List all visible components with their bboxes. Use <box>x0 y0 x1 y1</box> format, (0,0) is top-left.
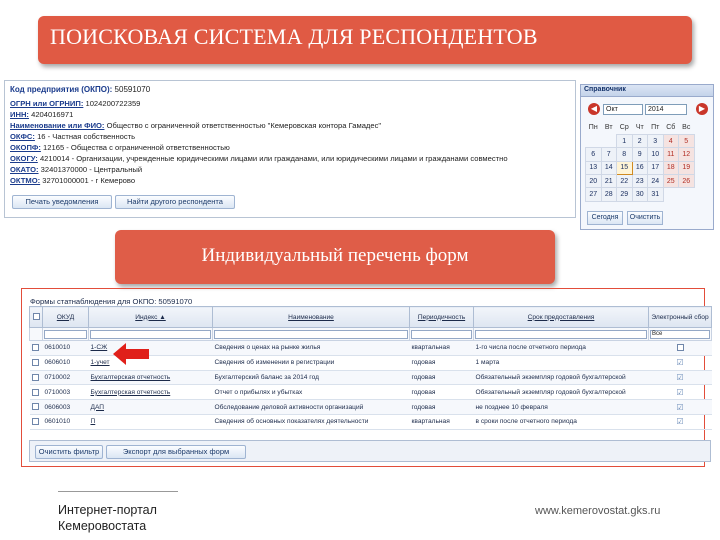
forms-grid-title: Формы статнаблюдения для ОКПО: 50591070 <box>30 297 193 306</box>
period-cell: квартальная <box>410 414 474 429</box>
row-checkbox[interactable] <box>32 344 39 351</box>
row-checkbox-cell[interactable] <box>30 414 43 429</box>
index-cell[interactable]: ДАП <box>89 400 213 415</box>
calendar-day[interactable]: 3 <box>648 134 664 147</box>
calendar-day[interactable]: 12 <box>679 148 695 161</box>
index-cell[interactable]: Бухгалтерская отчетность <box>89 385 213 400</box>
next-month-icon[interactable]: ▶ <box>696 103 708 115</box>
filter-okud-input[interactable] <box>44 330 87 339</box>
index-cell[interactable]: 1-учет <box>89 355 213 370</box>
weekday-header: Вс <box>682 123 691 131</box>
period-cell: годовая <box>410 370 474 385</box>
calendar-day[interactable]: 26 <box>679 175 695 188</box>
table-row[interactable] <box>30 400 712 415</box>
electronic-unchecked-box <box>677 344 684 351</box>
filter-empty <box>30 328 43 341</box>
oktmo-value: 32701000001 - г Кемерово <box>42 176 136 185</box>
okopf-field <box>10 143 230 152</box>
filter-index-cell <box>89 328 213 341</box>
calendar-day[interactable]: 19 <box>679 161 695 174</box>
clear-filter-button[interactable]: Очистить фильтр <box>35 445 103 459</box>
subtitle-banner <box>115 230 555 284</box>
form-name-cell: Сведения об изменении в регистрации <box>213 355 410 370</box>
electronic-cell <box>649 385 712 400</box>
okud-cell: 0601010 <box>43 414 89 429</box>
weekday-header: Пн <box>588 124 598 132</box>
electronic-cell <box>649 355 712 370</box>
oktmo-label: ОКТМО: <box>10 176 41 185</box>
filter-electronic-cell <box>649 328 712 341</box>
row-checkbox[interactable] <box>32 359 39 366</box>
filter-deadline-cell <box>474 328 649 341</box>
title-banner <box>38 16 692 64</box>
calendar-empty-cell <box>663 188 679 201</box>
calendar-day[interactable]: 29 <box>617 188 633 201</box>
calendar-day[interactable]: 20 <box>586 175 602 188</box>
form-name-cell: Обследование деловой активности организаций <box>213 400 410 415</box>
electronic-cell <box>649 400 712 415</box>
calendar-day[interactable]: 9 <box>632 148 648 161</box>
electronic-cell <box>649 370 712 385</box>
period-cell: годовая <box>410 355 474 370</box>
deadline-cell: в сроки после отчетного периода <box>474 414 649 429</box>
inn-field <box>10 110 73 119</box>
select-all-checkbox[interactable] <box>33 313 40 320</box>
row-checkbox[interactable] <box>32 403 39 410</box>
calendar-day[interactable]: 5 <box>679 134 695 147</box>
filter-electronic-select[interactable]: Все <box>650 330 710 339</box>
row-checkbox-cell[interactable] <box>30 400 43 415</box>
calendar-day[interactable]: 7 <box>601 148 617 161</box>
year-select[interactable]: 2014 <box>645 104 687 115</box>
calendar-day[interactable]: 21 <box>601 175 617 188</box>
inn-value: 4204016971 <box>31 110 74 119</box>
forms-grid <box>29 306 712 430</box>
okfs-field <box>10 132 135 141</box>
okpo-field <box>10 85 150 94</box>
row-checkbox-cell[interactable] <box>30 370 43 385</box>
row-checkbox-cell[interactable] <box>30 355 43 370</box>
okogu-label: ОКОГУ: <box>10 154 38 163</box>
okato-value: 32401370000 - Центральный <box>40 165 143 174</box>
col-okud[interactable]: ОКУД <box>43 307 89 328</box>
calendar-day[interactable]: 16 <box>632 161 648 174</box>
col-period[interactable]: Периодичность <box>410 307 474 328</box>
calendar-day[interactable]: 13 <box>586 161 602 174</box>
check-icon: ☑ <box>676 372 684 382</box>
filter-name-cell <box>213 328 410 341</box>
period-cell: годовая <box>410 385 474 400</box>
okud-cell: 0710003 <box>43 385 89 400</box>
col-name[interactable]: Наименование <box>213 307 410 328</box>
okogu-field <box>10 154 508 163</box>
check-icon: ☑ <box>676 417 684 427</box>
deadline-cell: не позднее 10 февраля <box>474 400 649 415</box>
filter-deadline-input[interactable] <box>475 330 647 339</box>
calendar-day[interactable]: 8 <box>617 148 633 161</box>
weekday-header: Сб <box>666 123 676 131</box>
okud-cell: 0606010 <box>43 355 89 370</box>
col-index[interactable]: Индекс ▲ <box>89 307 213 328</box>
calendar-day[interactable]: 18 <box>663 161 679 174</box>
row-checkbox[interactable] <box>32 418 39 425</box>
calendar-empty-cell <box>679 188 695 201</box>
find-respondent-button[interactable]: Найти другого респондента <box>115 195 235 209</box>
export-selected-button[interactable]: Экспорт для выбранных форм <box>106 445 246 459</box>
okogu-value: 4210014 - Организации, учрежденные юридическими лицами или гражданами, или юридическими лицами и гражданами совместно <box>39 154 508 163</box>
index-cell[interactable]: 1-СЖ <box>89 341 213 356</box>
table-row[interactable] <box>30 385 712 400</box>
row-checkbox[interactable] <box>32 389 39 396</box>
form-name-cell: Отчет о прибылях и убытках <box>213 385 410 400</box>
name-value: Общество с ограниченной ответственностью "Кемеровская контора Гамадес" <box>106 121 382 130</box>
weekday-header: Ср <box>619 123 629 131</box>
okfs-label: ОКФС: <box>10 132 35 141</box>
deadline-cell: Обязательный экземпляр годовой бухгалтерской <box>474 370 649 385</box>
calendar-day[interactable]: 24 <box>648 175 664 188</box>
calendar-day[interactable]: 25 <box>663 175 679 188</box>
calendar-day[interactable]: 17 <box>648 161 664 174</box>
inn-label: ИНН: <box>10 110 29 119</box>
period-cell: годовая <box>410 400 474 415</box>
check-icon: ☑ <box>676 358 684 368</box>
calendar-today-button[interactable]: Сегодня <box>587 211 623 225</box>
ogrn-field <box>10 99 140 108</box>
section-subtitle: Индивидуальный перечень форм <box>201 245 469 266</box>
col-electronic[interactable]: Электронный сбор <box>649 307 712 328</box>
calendar-empty-cell <box>601 134 617 147</box>
okopf-label: ОКОПФ: <box>10 143 41 152</box>
print-notice-button[interactable]: Печать уведомления <box>12 195 112 209</box>
footer-divider <box>58 491 178 492</box>
forms-grid-toolbar <box>29 440 711 462</box>
electronic-cell <box>649 414 712 429</box>
calendar-day[interactable]: 30 <box>632 188 648 201</box>
footer-portal-name <box>58 502 157 534</box>
okud-cell: 0710002 <box>43 370 89 385</box>
okpo-value: 50591070 <box>114 85 151 94</box>
pointer-arrow-icon <box>113 343 149 365</box>
oktmo-field <box>10 176 135 185</box>
period-cell: квартальная <box>410 341 474 356</box>
index-cell[interactable]: Бухгалтерская отчетность <box>89 370 213 385</box>
calendar-day[interactable]: 14 <box>601 161 617 174</box>
row-checkbox[interactable] <box>32 374 39 381</box>
okopf-value: 12165 - Общества с ограниченной ответственностью <box>43 143 230 152</box>
form-name-cell: Сведения о ценах на рынке жилья <box>213 341 410 356</box>
deadline-cell: 1 марта <box>474 355 649 370</box>
calendar-day[interactable]: 1 <box>617 134 633 147</box>
enterprise-info-screenshot <box>4 80 576 218</box>
okud-cell: 0610010 <box>43 341 89 356</box>
filter-period-cell <box>410 328 474 341</box>
row-checkbox-cell[interactable] <box>30 385 43 400</box>
table-row[interactable] <box>30 414 712 429</box>
form-name-cell: Бухгалтерский баланс за 2014 год <box>213 370 410 385</box>
index-cell[interactable]: П <box>89 414 213 429</box>
filter-index-input[interactable] <box>90 330 211 339</box>
electronic-cell <box>649 341 712 356</box>
deadline-cell: 1-го числа после отчетного периода <box>474 341 649 356</box>
calendar-day[interactable]: 10 <box>648 148 664 161</box>
calendar-day[interactable]: 6 <box>586 148 602 161</box>
calendar-day[interactable]: 15 <box>617 161 633 174</box>
select-all-header[interactable] <box>30 307 43 328</box>
calendar-popup <box>580 84 714 230</box>
filter-name-input[interactable] <box>214 330 408 339</box>
form-name-cell: Сведения об основных показателях деятельности <box>213 414 410 429</box>
check-icon: ☑ <box>676 402 684 412</box>
calendar-day[interactable]: 22 <box>617 175 633 188</box>
prev-month-icon[interactable]: ◀ <box>588 103 600 115</box>
weekday-header: Чт <box>635 123 644 131</box>
calendar-clear-button[interactable]: Очистить <box>627 211 663 225</box>
footer-line-1: Интернет-портал <box>58 503 157 517</box>
footer-website[interactable]: www.kemerovostat.gks.ru <box>535 505 661 517</box>
check-icon: ☑ <box>676 387 684 397</box>
calendar-grid <box>585 121 695 202</box>
filter-period-input[interactable] <box>411 330 472 339</box>
calendar-title: Справочник <box>581 85 713 97</box>
calendar-day[interactable]: 23 <box>632 175 648 188</box>
month-select[interactable]: Окт <box>603 104 643 115</box>
okpo-label: Код предприятия (ОКПО): <box>10 85 113 94</box>
okfs-value: 16 - Частная собственность <box>37 132 136 141</box>
table-row[interactable] <box>30 370 712 385</box>
calendar-day[interactable]: 4 <box>663 134 679 147</box>
name-label: Наименование или ФИО: <box>10 121 105 130</box>
calendar-day[interactable]: 27 <box>586 188 602 201</box>
calendar-day[interactable]: 11 <box>663 148 679 161</box>
name-field <box>10 121 381 130</box>
ogrn-value: 1024200722359 <box>85 99 141 108</box>
calendar-day[interactable]: 31 <box>648 188 664 201</box>
col-deadline[interactable]: Срок предоставления <box>474 307 649 328</box>
okato-label: ОКАТО: <box>10 165 39 174</box>
weekday-header: Пт <box>651 123 660 131</box>
okato-field <box>10 165 142 174</box>
okud-cell: 0606003 <box>43 400 89 415</box>
calendar-day[interactable]: 28 <box>601 188 617 201</box>
page-title: ПОИСКОВАЯ СИСТЕМА ДЛЯ РЕСПОНДЕНТОВ <box>50 24 538 49</box>
calendar-empty-cell <box>586 134 602 147</box>
footer-line-2: Кемеровостата <box>58 519 147 533</box>
calendar-day[interactable]: 2 <box>632 134 648 147</box>
deadline-cell: Обязательный экземпляр годовой бухгалтерской <box>474 385 649 400</box>
row-checkbox-cell[interactable] <box>30 341 43 356</box>
weekday-header: Вт <box>604 124 613 132</box>
filter-okud-cell <box>43 328 89 341</box>
ogrn-label: ОГРН или ОГРНИП: <box>10 99 84 108</box>
